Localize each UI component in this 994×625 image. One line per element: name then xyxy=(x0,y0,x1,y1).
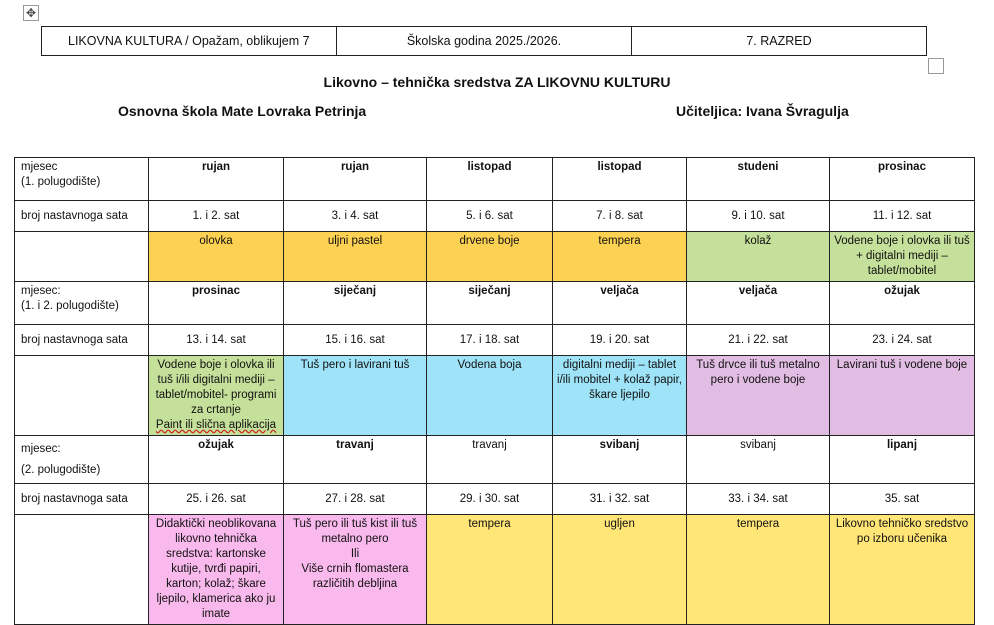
material-cell[interactable] xyxy=(284,515,427,625)
semester-label: (2. polugodište) xyxy=(21,463,101,476)
semester-label: (1. polugodište) xyxy=(21,176,101,188)
empty-cell[interactable] xyxy=(15,232,149,282)
materials-plan-table xyxy=(14,157,975,625)
material-cell[interactable] xyxy=(149,356,284,436)
school-year-cell[interactable]: Školska godina 2025./2026. xyxy=(337,27,632,56)
material-cell[interactable]: Tuš drvce ili tuš metalno pero i vodene boje xyxy=(687,356,830,436)
table-move-handle-icon[interactable]: ✥ xyxy=(23,5,39,21)
hours-cell[interactable]: 19. i 20. sat xyxy=(553,325,687,356)
document-title: Likovno – tehnička sredstva ZA LIKOVNU KULTURU xyxy=(323,74,671,90)
material-cell[interactable]: Likovno tehničko sredstvo po izboru učenika xyxy=(830,515,975,625)
material-cell[interactable]: tempera xyxy=(427,515,553,625)
month-label: mjesec: xyxy=(21,442,61,455)
month-cell[interactable]: listopad xyxy=(553,158,687,201)
hours-cell[interactable]: 15. i 16. sat xyxy=(284,325,427,356)
month-row xyxy=(15,282,975,325)
hours-row xyxy=(15,484,975,515)
hours-cell[interactable]: 35. sat xyxy=(830,484,975,515)
material-cell[interactable]: tempera xyxy=(687,515,830,625)
hours-cell[interactable]: 11. i 12. sat xyxy=(830,201,975,232)
hours-cell[interactable]: 25. i 26. sat xyxy=(149,484,284,515)
material-cell[interactable]: digitalni mediji – tablet i/ili mobitel + kolaž papir, škare ljepilo xyxy=(553,356,687,436)
materials-row xyxy=(15,515,975,625)
semester-label: (1. i 2. polugodište) xyxy=(21,300,119,312)
hours-label-cell[interactable]: broj nastavnoga sata xyxy=(15,484,149,515)
hours-cell[interactable]: 13. i 14. sat xyxy=(149,325,284,356)
month-cell[interactable]: veljača xyxy=(553,282,687,325)
month-label-cell[interactable] xyxy=(15,158,149,201)
month-row xyxy=(15,436,975,484)
material-text-extra: Više crnih flomastera različitih debljina xyxy=(301,563,409,590)
month-cell[interactable]: rujan xyxy=(284,158,427,201)
teacher-name: Učiteljica: Ivana Švragulja xyxy=(676,103,849,119)
materials-row xyxy=(15,232,975,282)
material-cell[interactable]: Vodena boja xyxy=(427,356,553,436)
month-cell[interactable]: rujan xyxy=(149,158,284,201)
hours-row xyxy=(15,325,975,356)
material-cell[interactable]: olovka xyxy=(149,232,284,282)
school-name: Osnovna škola Mate Lovraka Petrinja xyxy=(118,103,367,119)
material-cell[interactable]: kolaž xyxy=(687,232,830,282)
month-cell[interactable]: listopad xyxy=(427,158,553,201)
hours-cell[interactable]: 31. i 32. sat xyxy=(553,484,687,515)
hours-cell[interactable]: 29. i 30. sat xyxy=(427,484,553,515)
month-row xyxy=(15,158,975,201)
hours-cell[interactable]: 17. i 18. sat xyxy=(427,325,553,356)
material-cell[interactable]: tempera xyxy=(553,232,687,282)
material-cell[interactable]: Tuš pero i lavirani tuš xyxy=(284,356,427,436)
month-cell[interactable]: svibanj xyxy=(687,436,830,484)
material-text-ili: Ili xyxy=(350,548,360,560)
table-resize-handle-icon[interactable] xyxy=(928,58,944,74)
material-cell[interactable]: Lavirani tuš i vodene boje xyxy=(830,356,975,436)
month-cell[interactable]: prosinac xyxy=(830,158,975,201)
hours-cell[interactable]: 5. i 6. sat xyxy=(427,201,553,232)
material-text: Vodene boje i olovka ili tuš i/ili digitalni mediji – tablet/mobitel- programi za crtanje xyxy=(155,359,277,416)
month-cell[interactable]: travanj xyxy=(427,436,553,484)
hours-cell[interactable]: 23. i 24. sat xyxy=(830,325,975,356)
month-cell[interactable]: veljača xyxy=(687,282,830,325)
month-cell[interactable]: ožujak xyxy=(149,436,284,484)
material-cell[interactable]: Didaktički neoblikovana likovno tehnička sredstva: kartonske kutije, tvrđi papiri, karton; kolaž; škare ljepilo, klamerica ako ju imate xyxy=(149,515,284,625)
month-label-cell[interactable] xyxy=(15,436,149,484)
material-cell[interactable]: ugljen xyxy=(553,515,687,625)
hours-label-cell[interactable]: broj nastavnoga sata xyxy=(15,201,149,232)
materials-row xyxy=(15,356,975,436)
month-cell[interactable]: prosinac xyxy=(149,282,284,325)
hours-cell[interactable]: 27. i 28. sat xyxy=(284,484,427,515)
material-cell[interactable]: drvene boje xyxy=(427,232,553,282)
hours-cell[interactable]: 7. i 8. sat xyxy=(553,201,687,232)
material-text: Tuš pero ili tuš kist ili tuš metalno pero xyxy=(292,518,418,545)
month-cell[interactable]: travanj xyxy=(284,436,427,484)
hours-label-cell[interactable]: broj nastavnoga sata xyxy=(15,325,149,356)
grade-cell[interactable]: 7. RAZRED xyxy=(632,27,927,56)
hours-cell[interactable]: 21. i 22. sat xyxy=(687,325,830,356)
empty-cell[interactable] xyxy=(15,515,149,625)
hours-cell[interactable]: 9. i 10. sat xyxy=(687,201,830,232)
material-cell[interactable]: uljni pastel xyxy=(284,232,427,282)
material-cell[interactable]: Vodene boje i olovka ili tuš + digitalni mediji – tablet/mobitel xyxy=(830,232,975,282)
header-table xyxy=(41,26,927,56)
month-cell[interactable]: lipanj xyxy=(830,436,975,484)
hours-cell[interactable]: 1. i 2. sat xyxy=(149,201,284,232)
material-text-extra: Paint ili slična aplikacija xyxy=(155,419,277,431)
month-cell[interactable]: siječanj xyxy=(427,282,553,325)
month-cell[interactable]: studeni xyxy=(687,158,830,201)
month-cell[interactable]: siječanj xyxy=(284,282,427,325)
hours-cell[interactable]: 33. i 34. sat xyxy=(687,484,830,515)
hours-cell[interactable]: 3. i 4. sat xyxy=(284,201,427,232)
empty-cell[interactable] xyxy=(15,356,149,436)
month-label: mjesec xyxy=(21,161,58,173)
subject-cell[interactable]: LIKOVNA KULTURA / Opažam, oblikujem 7 xyxy=(42,27,337,56)
month-label-cell[interactable] xyxy=(15,282,149,325)
hours-row xyxy=(15,201,975,232)
month-cell[interactable]: svibanj xyxy=(553,436,687,484)
month-cell[interactable]: ožujak xyxy=(830,282,975,325)
month-label: mjesec: xyxy=(21,285,61,297)
